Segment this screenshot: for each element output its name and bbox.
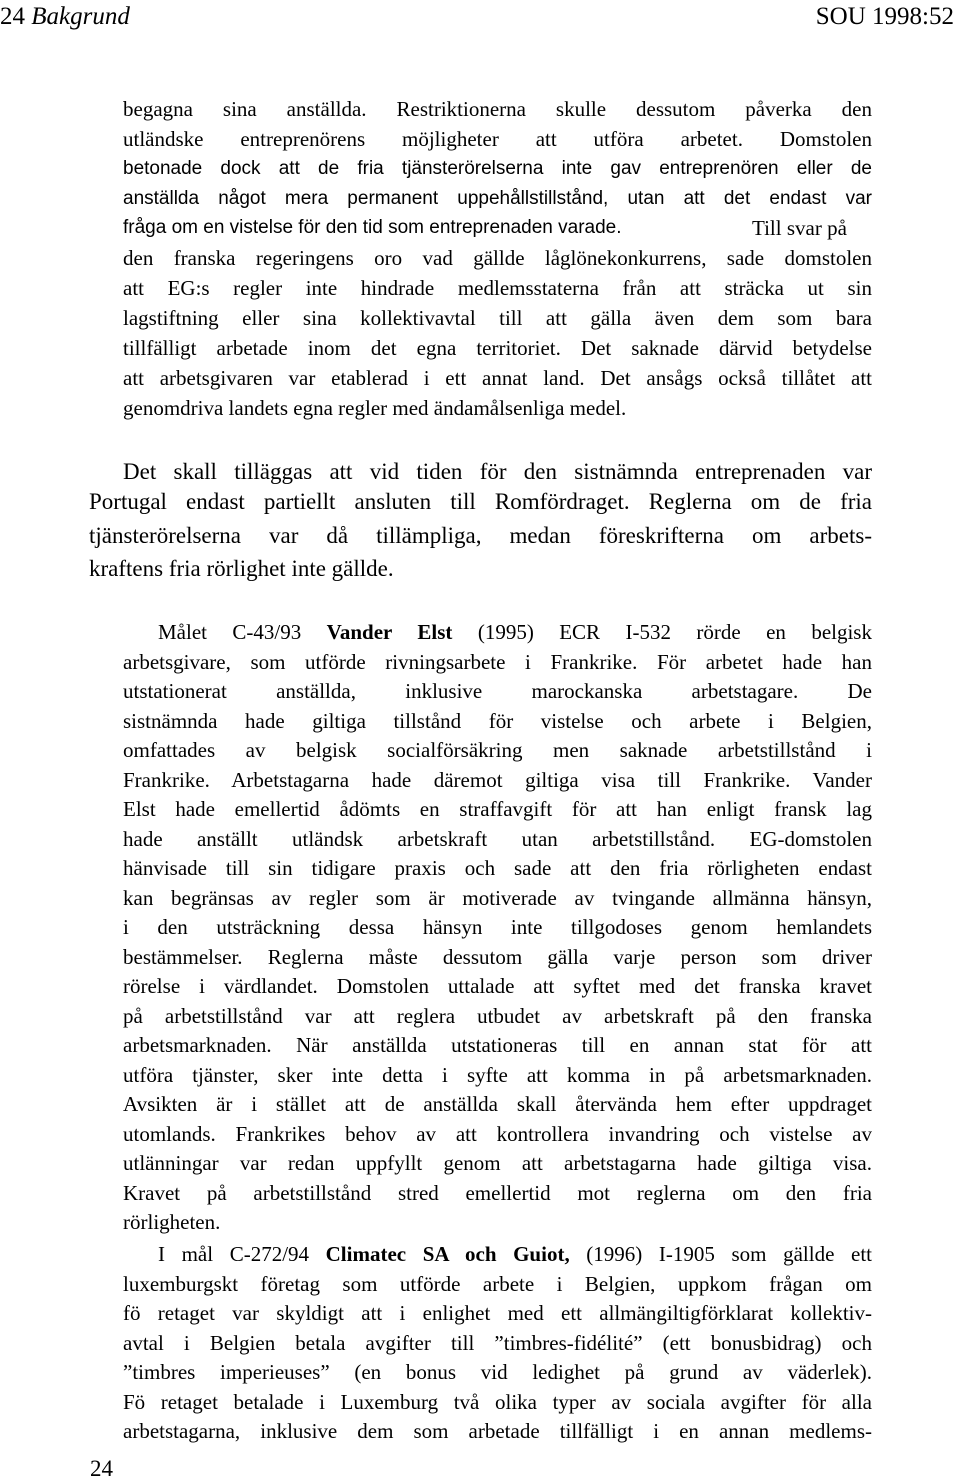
paragraph-line: utländske entreprenörens möjligheter att utföra arbetet. Domstolen — [123, 127, 872, 151]
paragraph-line: fö retaget var skyldigt att i enlighet med ett allmängiltigförklarat kollektiv- — [123, 1301, 872, 1325]
footer-page-number: 24 — [90, 1456, 113, 1481]
paragraph-line: sistnämnda hade giltiga tillstånd för vistelse och arbete i Belgien, — [123, 709, 872, 733]
case-text: (1995) ECR I-532 rörde en belgisk — [452, 620, 872, 644]
paragraph-line: ”timbres imperieuses” (en bonus vid ledighet på grund av väderlek). — [123, 1360, 872, 1384]
paragraph-line: Elst hade emellertid ådömts en straffavgift för att han enligt fransk lag — [123, 797, 872, 821]
case-text: I mål C-272/94 — [158, 1242, 326, 1266]
paragraph-line: utlänningar var redan uppfyllt genom att arbetstagarna hade giltiga visa. — [123, 1151, 872, 1175]
paragraph-line: arbetsgivare, som utförde rivningsarbete i Frankrike. För arbetet hade han — [123, 650, 872, 674]
case-first-line — [158, 1241, 872, 1267]
case-text: Målet C-43/93 — [158, 620, 327, 644]
paragraph-line: arbetstagarna, inklusive dem som arbetade tillfälligt i en annan medlems- — [123, 1419, 872, 1443]
paragraph-line: avtal i Belgien betala avgifter till ”timbres-fidélité” (ett bonusbidrag) och — [123, 1331, 872, 1355]
paragraph-line: hade anställt utländsk arbetskraft utan arbetstillstånd. EG-domstolen — [123, 827, 872, 851]
header-page-number: 24 — [0, 3, 25, 30]
paragraph-line: arbetsmarknaden. När anställda utstationeras till en annan stat för att — [123, 1033, 872, 1057]
header-report-id: SOU 1998:52 — [815, 3, 954, 30]
paragraph-line: lagstiftning eller sina kollektivavtal till att gälla även dem som bara — [123, 306, 872, 330]
paragraph-line: rörelse i värdlandet. Domstolen uttalade att syftet med det franska kravet — [123, 974, 872, 998]
paragraph-line: hänvisade till sin tidigare praxis och sade att den fria rörligheten endast — [123, 856, 872, 880]
paragraph-line: Det skall tilläggas att vid tiden för den sistnämnda entreprenaden var — [123, 459, 872, 484]
paragraph-line: kraftens fria rörlighet inte gälldе. — [89, 556, 394, 581]
case-first-line — [158, 619, 872, 645]
paragraph-line: Frankrike. Arbetstagarna hade däremot giltiga visa till Frankrike. Vander — [123, 768, 872, 792]
paragraph-line: utföra tjänster, sker inte detta i syfte att komma in på arbetsmarknaden. — [123, 1063, 872, 1087]
paragraph-line: Till svar på — [752, 216, 847, 240]
paragraph-line: anställda något mera permanent uppehållstillstånd, utan att det endast var — [123, 188, 872, 209]
paragraph-line: Kravet på arbetstillstånd stred emellertid mot reglerna om den fria — [123, 1181, 872, 1205]
paragraph-line: att arbetsgivaren var etablerad i ett annat land. Det ansågs också tillåtet att — [123, 366, 872, 390]
case-name-vander-elst: Vander Elst — [326, 620, 453, 644]
paragraph-line: Avsikten är i stället att de anställda skall återvända hem efter uppdraget — [123, 1092, 872, 1116]
paragraph-line: begagna sina anställda. Restriktionerna skulle dessutom påverka den — [123, 97, 872, 121]
paragraph-line: betonade dock att de fria tjänsterörelserna inte gav entreprenören eller de — [123, 158, 872, 179]
paragraph-line: kan begränsas av regler som är motiverade av tvingande allmänna hänsyn, — [123, 886, 872, 910]
paragraph-line: rörligheten. — [123, 1210, 221, 1234]
paragraph-line: på arbetstillstånd var att reglera utbudet av arbetskraft på den franska — [123, 1004, 872, 1028]
paragraph-line: genomdriva landets egna regler med ändamålsenliga medel. — [123, 396, 627, 420]
paragraph-line: omfattades av belgisk socialförsäkring men saknade arbetstillstånd i — [123, 738, 872, 762]
paragraph-line: bestämmelser. Reglerna måste dessutom gälla varje person som driver — [123, 945, 872, 969]
header-section-title: Bakgrund — [31, 3, 130, 30]
case-text: (1996) I-1905 som gällde ett — [569, 1242, 873, 1266]
paragraph-line: i den utsträckning dessa hänsyn inte tillgodoses genom hemlandets — [123, 915, 872, 939]
paragraph-line: luxemburgskt företag som utförde arbete i Belgien, uppkom frågan om — [123, 1272, 872, 1296]
paragraph-line: att EG:s regler inte hindrade medlemsstaterna från att sträcka ut sin — [123, 276, 872, 300]
paragraph-line: den franska regeringens oro vad gällde låglönekonkurrens, sade domstolen — [123, 246, 872, 270]
paragraph-line: utstationerat anställda, inklusive marockanska arbetstagare. De — [123, 679, 872, 703]
paragraph-line: fråga om en vistelse för den tid som entreprenaden varade. — [123, 217, 622, 238]
paragraph-line: tjänsterörelserna var då tillämpliga, medan föreskrifterna om arbets- — [89, 523, 872, 548]
paragraph-line: tillfälligt arbetade inom det egna territoriet. Det saknade därvid betydelse — [123, 336, 872, 360]
paragraph-line: Portugal endast partiellt ansluten till Romfördraget. Reglerna om de fria — [89, 489, 872, 514]
paragraph-line: utomlands. Frankrikes behov av att kontrollera invandring och vistelse av — [123, 1122, 872, 1146]
running-header-left — [0, 2, 130, 32]
case-name-climatec: Climatec SA och Guiot, — [325, 1242, 570, 1266]
paragraph-line: Fö retaget betalade i Luxemburg två olika typer av sociala avgifter för alla — [123, 1390, 872, 1414]
